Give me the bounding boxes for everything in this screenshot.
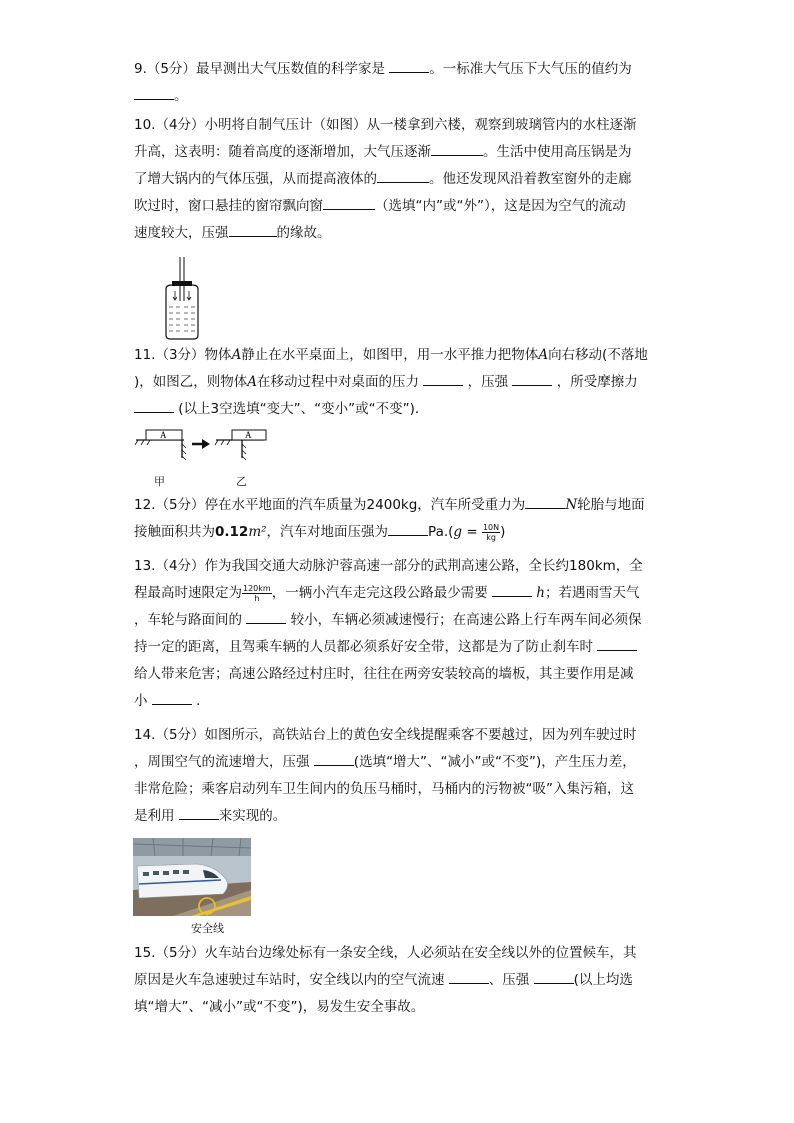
answer-blank[interactable] [431,141,483,156]
answer-blank[interactable] [229,222,277,237]
block-on-table-figure [132,426,272,462]
question-14: 14.（5分）如图所示，高铁站台上的黄色安全线提醒乘客不要越过，因为列车驶过时 ，周围空气的流速增大，压强 (选填“增大”、“减小”或“不变”)，产生压力差， 非常危险；乘客启动列车卫生间内的负压马桶时，马桶内的污物被“吸”入集污箱，这 是利用 来实现的。 [134,727,637,824]
high-speed-train-photo [133,838,251,916]
answer-blank[interactable] [512,371,552,386]
figure-caption-jia: 甲 [154,475,165,488]
answer-blank[interactable] [134,85,174,100]
answer-blank[interactable] [323,195,375,210]
question-15: 15.（5分）火车站台边缘处标有一条安全线，人必须站在安全线以外的位置候车，其 原因是火车急速驶过车站时，安全线以内的空气流速 、压强 (以上均选 填“增大”、“减小”或“不变”)，易发生安全事故。 [134,945,637,1015]
figure-caption-yi: 乙 [236,475,247,488]
answer-blank[interactable] [134,398,174,413]
block-label-a: A [245,430,252,440]
question-11: 11.（3分）物体A静止在水平桌面上，如图甲，用一水平推力把物体A向右移动(不落地 )，如图乙，则物体A在移动过程中对桌面的压力 ，压强 ，所受摩擦力 (以上3空选填“变大”、“变小”或“不变”)． [134,347,648,417]
photo-caption-safety-line: 安全线 [191,922,224,935]
answer-blank[interactable] [389,58,429,73]
homemade-barometer-figure [158,255,208,341]
block-label-a: A [160,430,167,440]
answer-blank[interactable] [179,805,219,820]
fraction-10n-per-kg: $\frac{10N}{kg}$ [482,522,500,542]
answer-blank[interactable] [492,582,532,597]
answer-blank[interactable] [246,609,286,624]
answer-blank[interactable] [314,751,354,766]
answer-blank[interactable] [388,521,428,536]
answer-blank[interactable] [152,690,192,705]
question-10: 10.（4分）小明将自制气压计（如图）从一楼拿到六楼，观察到玻璃管内的水柱逐渐 升高，这表明：随着高度的逐渐增加，大气压逐渐 。生活中使用高压锅是为 了增大锅内的气体压强，从而提高液体的 。他还发现风沿着教室窗外的走廊 吹过时，窗口悬挂的窗帘飘向窗 （选填“内”或“外”），这是因为空气的流动 速度较大，压强 的缘故。 [134,117,637,241]
answer-blank[interactable] [423,371,463,386]
answer-blank[interactable] [449,969,489,984]
answer-blank[interactable] [534,969,574,984]
answer-blank[interactable] [377,168,429,183]
question-9: 9.（5分）最早测出大气压数值的科学家是 。一标准大气压下大气压的值约为 。 [134,56,664,110]
question-13: 13.（4分）作为我国交通大动脉沪蓉高速一部分的武荆高速公路，全长约180km，全 程最高时速限定为 $\frac{120km}{h}$ ，一辆小汽车走完这段公路最少需要 h；若遇雨雪天气 ，车轮与路面间的 较小，车辆必须减速慢行；在高速公路上行车两车间必须保 持一定的距离，且驾乘车辆的人员都必须系好安全带，这都是为了防止刹车时 给人带来危害；高速公路经过村庄时，往往在两旁安装较高的墙板，其主要作用是减 小 . [134,558,643,709]
answer-blank[interactable] [597,636,637,651]
question-12: 12.（5分）停在水平地面的汽车质量为2400kg，汽车所受重力为 N轮胎与地面 接触面积共为0.12m²，汽车对地面压强为 Pa.(g = $\frac{10N}{kg}$ ) [134,492,664,546]
answer-blank[interactable] [525,494,565,509]
fraction-120km-per-h: $\frac{120km}{h}$ [243,583,271,603]
